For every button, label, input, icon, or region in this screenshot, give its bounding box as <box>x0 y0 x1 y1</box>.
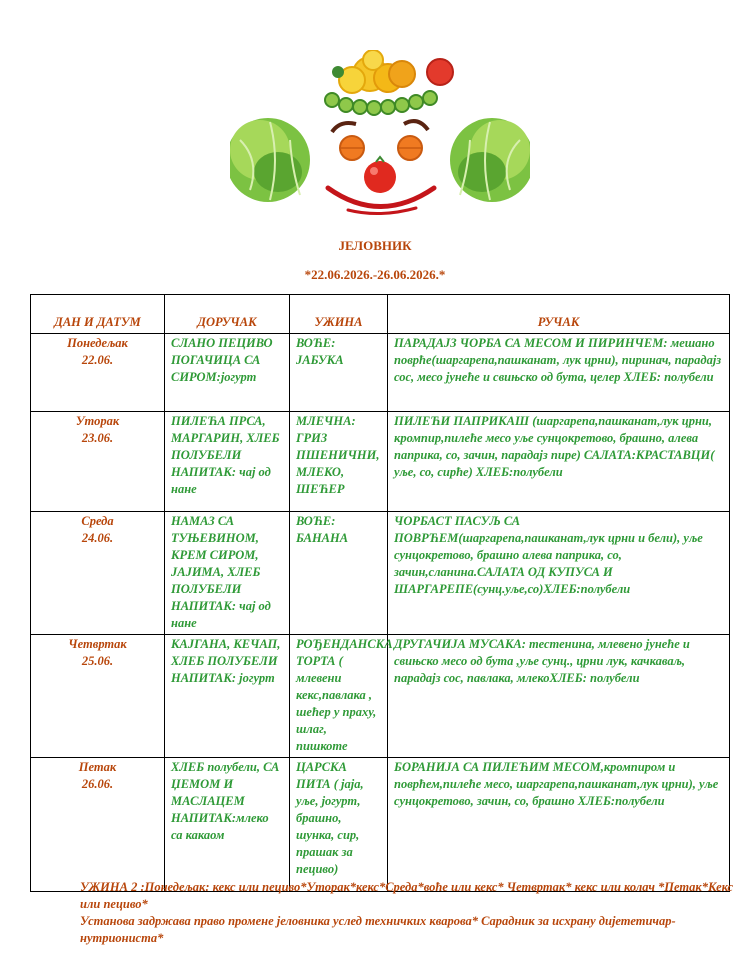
snack-cell: ВОЋЕ: БАНАНА <box>290 512 388 635</box>
table-row <box>31 334 730 412</box>
day-date: 22.06. <box>81 353 114 367</box>
snack2-note: УЖИНА 2 :Понедељак: кекс или пециво*Уторак*кекс*Среда*воће или кекс* Четвртак* кекс или колач *Петак*Кекс или пециво* <box>80 880 734 911</box>
left-lettuce <box>230 118 310 202</box>
cucumber-slices <box>325 91 437 115</box>
clown-vegetable-illustration <box>230 50 530 230</box>
day-cell <box>31 334 165 412</box>
header-snack: УЖИНА <box>290 295 388 334</box>
day-name: Четвртак <box>68 637 127 651</box>
menu-title: ЈЕЛОВНИК <box>338 238 412 253</box>
day-date: 26.06. <box>81 777 114 791</box>
day-cell <box>31 412 165 512</box>
header-lunch: РУЧАК <box>388 295 730 334</box>
header-day: ДАН И ДАТУМ <box>31 295 165 334</box>
snack-cell: ВОЋЕ: ЈАБУКА <box>290 334 388 412</box>
snack-cell: МЛЕЧНА: ГРИЗ ПШЕНИЧНИ, МЛЕКО, ШЕЋЕР <box>290 412 388 512</box>
breakfast-cell: ПИЛЕЋА ПРСА, МАРГАРИН, ХЛЕБ ПОЛУБЕЛИ НАПИТАК: чај од нане <box>165 412 290 512</box>
day-name: Уторак <box>75 414 120 428</box>
day-cell <box>31 635 165 758</box>
tomato-nose <box>364 161 396 193</box>
lunch-cell: ДРУГАЧИЈА МУСАКА: тестенина, млевено јунеће и свињско месо од бута ,уље сунц., црни лук, качкаваљ, парадајз сос, павлака, млекоХЛЕБ: полубели <box>388 635 730 758</box>
left-eyebrow <box>332 123 356 132</box>
day-date: 24.06. <box>81 531 114 545</box>
day-cell <box>31 758 165 892</box>
day-date: 23.06. <box>81 431 114 445</box>
table-row <box>31 512 730 635</box>
breakfast-cell: КАЈГАНА, КЕЧАП, ХЛЕБ ПОЛУБЕЛИ НАПИТАК: јогурт <box>165 635 290 758</box>
lunch-cell: ЧОРБАСТ ПАСУЉ СА ПОВРЋЕМ(шаргарепа,пашканат,лук црни и бели), уље сунцокретово, брашно алева паприка, со, зачин,сланина.САЛАТА ОД КУПУСА И ШАРГАРЕПЕ(сунц.уље,со)ХЛЕБ:полубели <box>388 512 730 635</box>
breakfast-cell: НАМАЗ СА ТУЊЕВИНОМ, КРЕМ СИРОМ, ЈАЈИМА, ХЛЕБ ПОЛУБЕЛИ НАПИТАК: чај од нане <box>165 512 290 635</box>
day-date: 25.06. <box>81 654 114 668</box>
day-name: Петак <box>78 760 117 774</box>
day-cell <box>31 512 165 635</box>
snack-cell: ЦАРСКА ПИТА ( јаја, уље, јогурт, брашно, шунка, сир, прашак за пециво) <box>290 758 388 892</box>
lunch-cell: ПИЛЕЋИ ПАПРИКАШ (шаргарепа,пашканат,лук црни, кромпир,пилеће месо уље сунцокретово, брашно, алева паприка, со, зачин, парадајз пире) САЛАТА:КРАСТАВЦИ( уље, со, сирће) ХЛЕБ:полубели <box>388 412 730 512</box>
menu-table <box>30 294 730 892</box>
table-row <box>31 412 730 512</box>
lunch-cell: ПАРАДАЈЗ ЧОРБА СА МЕСОМ И ПИРИНЧЕМ: мешано поврће(шаргарепа,пашканат, лук црни), пиринач, парадајз сос, месо јунеће и свињско од бута, целер ХЛЕБ: полубели <box>388 334 730 412</box>
lunch-cell: БОРАНИЈА СА ПИЛЕЋИМ МЕСОМ,кромпиром и поврћем,пилеће месо, шаргарепа,пашканат,лук црни), уље сунцокретово, зачин, со, брашно ХЛЕБ:полубели <box>388 758 730 892</box>
right-lettuce <box>450 118 530 202</box>
table-row <box>31 635 730 758</box>
lemon-slices <box>332 50 453 93</box>
snack-cell: РОЂЕНДАНСКА ТОРТА ( млевени кекс,павлака , шећер у праху, шлаг, пишкоте <box>290 635 388 758</box>
day-name: Среда <box>81 514 114 528</box>
breakfast-cell: СЛАНО ПЕЦИВО ПОГАЧИЦА СА СИРОМ:јогурт <box>165 334 290 412</box>
menu-dates: *22.06.2026.-26.06.2026.* <box>304 267 446 282</box>
table-row <box>31 758 730 892</box>
right-eyebrow <box>404 121 428 130</box>
day-name: Понедељак <box>67 336 128 350</box>
header-breakfast: ДОРУЧАК <box>165 295 290 334</box>
breakfast-cell: ХЛЕБ полубели, СА ЏЕМОМ И МАСЛАЦЕМ НАПИТАК:млеко са какаом <box>165 758 290 892</box>
table-header-row <box>31 295 730 334</box>
menu-change-notice: Установа задржава право промене јеловника услед техничких кварова* Сарадник за исхрану дијететичар-нутриониста* <box>80 914 676 945</box>
